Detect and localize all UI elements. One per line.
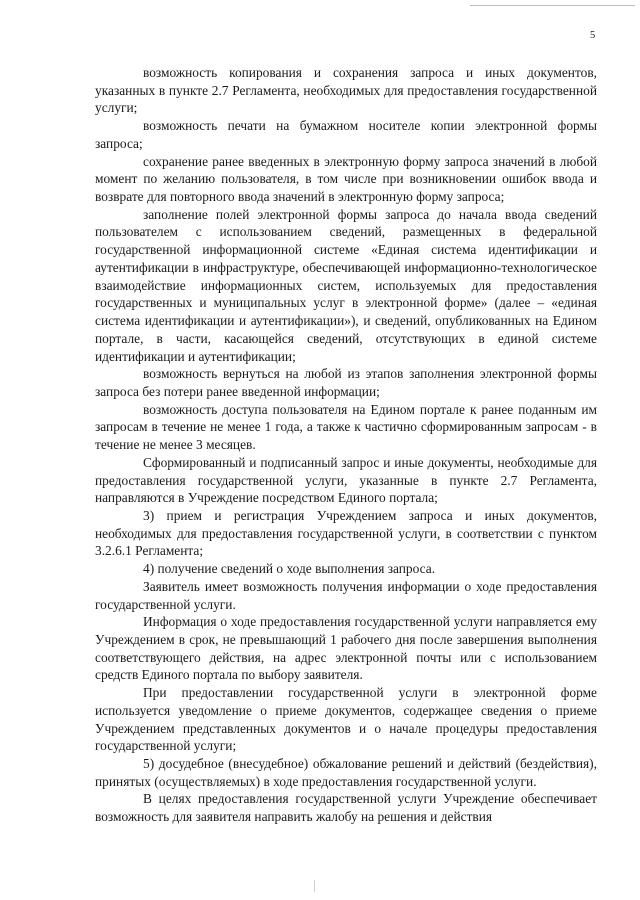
paragraph-copy-save: возможность копирования и сохранения запроса и иных документов, указанных в пункте 2.7 Регламента, необходимых для предоставления государственной услуги; — [95, 65, 597, 116]
paragraph-print: возможность печати на бумажном носителе копии электронной формы запроса; — [95, 118, 597, 151]
paragraph-notification: При предоставлении государственной услуги в электронной форме используется уведомление о приеме документов, содержащее сведения о приеме Учреждением представленных документов и о начале процедуры предоставления государственной услуги; — [95, 685, 597, 754]
paragraph-submission: Сформированный и подписанный запрос и иные документы, необходимые для предоставления государственной услуги, указанные в пункте 2.7 Регламента, направляются в Учреждение посредством Единого портала; — [95, 454, 597, 506]
paragraph-status-info: Заявитель имеет возможность получения информации о ходе предоставления государственной услуги. — [95, 578, 597, 612]
paragraph-complaint: В целях предоставления государственной услуги Учреждение обеспечивает возможность для заявителя направить жалобу на решения и действия — [95, 791, 597, 825]
paragraph-autofill: заполнение полей электронной формы запроса до начала ввода сведений пользователем с использованием сведений, размещенных в федеральной государственной информационной системе «Единая система идентификации и аутентификации в инфраструктуре, обеспечивающей информационно-технологическое взаимодействие информационных систем, используемых для предоставления государственных и муниципальных услуг в электронной форме» (далее – «единая система идентификации и аутентификации»), и сведений, опубликованных на Едином портале, в части, касающейся сведений, отсутствующих в единой системе идентификации и аутентификации; — [95, 206, 597, 364]
paragraph-return-step: возможность вернуться на любой из этапов заполнения электронной формы запроса без потери ранее введенной информации; — [95, 366, 597, 399]
scan-artifact-top — [470, 5, 635, 6]
paragraph-access-requests: возможность доступа пользователя на Едином портале к ранее поданным им запросам в течение не менее 1 года, а также к частично сформированным запросам - в течение не менее 3 месяцев. — [95, 401, 597, 453]
scan-artifact-bottom — [314, 880, 315, 892]
paragraph-item-5: 5) досудебное (внесудебное) обжалование решений и действий (бездействия), принятых (осуществляемых) в ходе предоставления государственной услуги. — [95, 756, 597, 789]
paragraph-save-values: сохранение ранее введенных в электронную форму запроса значений в любой момент по желанию пользователя, в том числе при возникновении ошибок ввода и возврате для повторного ввода значений в электронную форму запроса; — [95, 153, 597, 205]
page-number: 5 — [590, 30, 596, 41]
paragraph-item-4: 4) получение сведений о ходе выполнения запроса. — [143, 561, 436, 577]
paragraph-item-3: 3) прием и регистрация Учреждением запроса и иных документов, необходимых для предоставления государственной услуги, в соответствии с пунктом 3.2.6.1 Регламента; — [95, 507, 597, 559]
document-body — [95, 64, 597, 826]
paragraph-status-delivery: Информация о ходе предоставления государственной услуги направляется ему Учреждением в срок, не превышающий 1 рабочего дня после завершения выполнения соответствующего действия, на адрес электронной почты или с использованием средств Единого портала по выбору заявителя. — [95, 614, 597, 683]
